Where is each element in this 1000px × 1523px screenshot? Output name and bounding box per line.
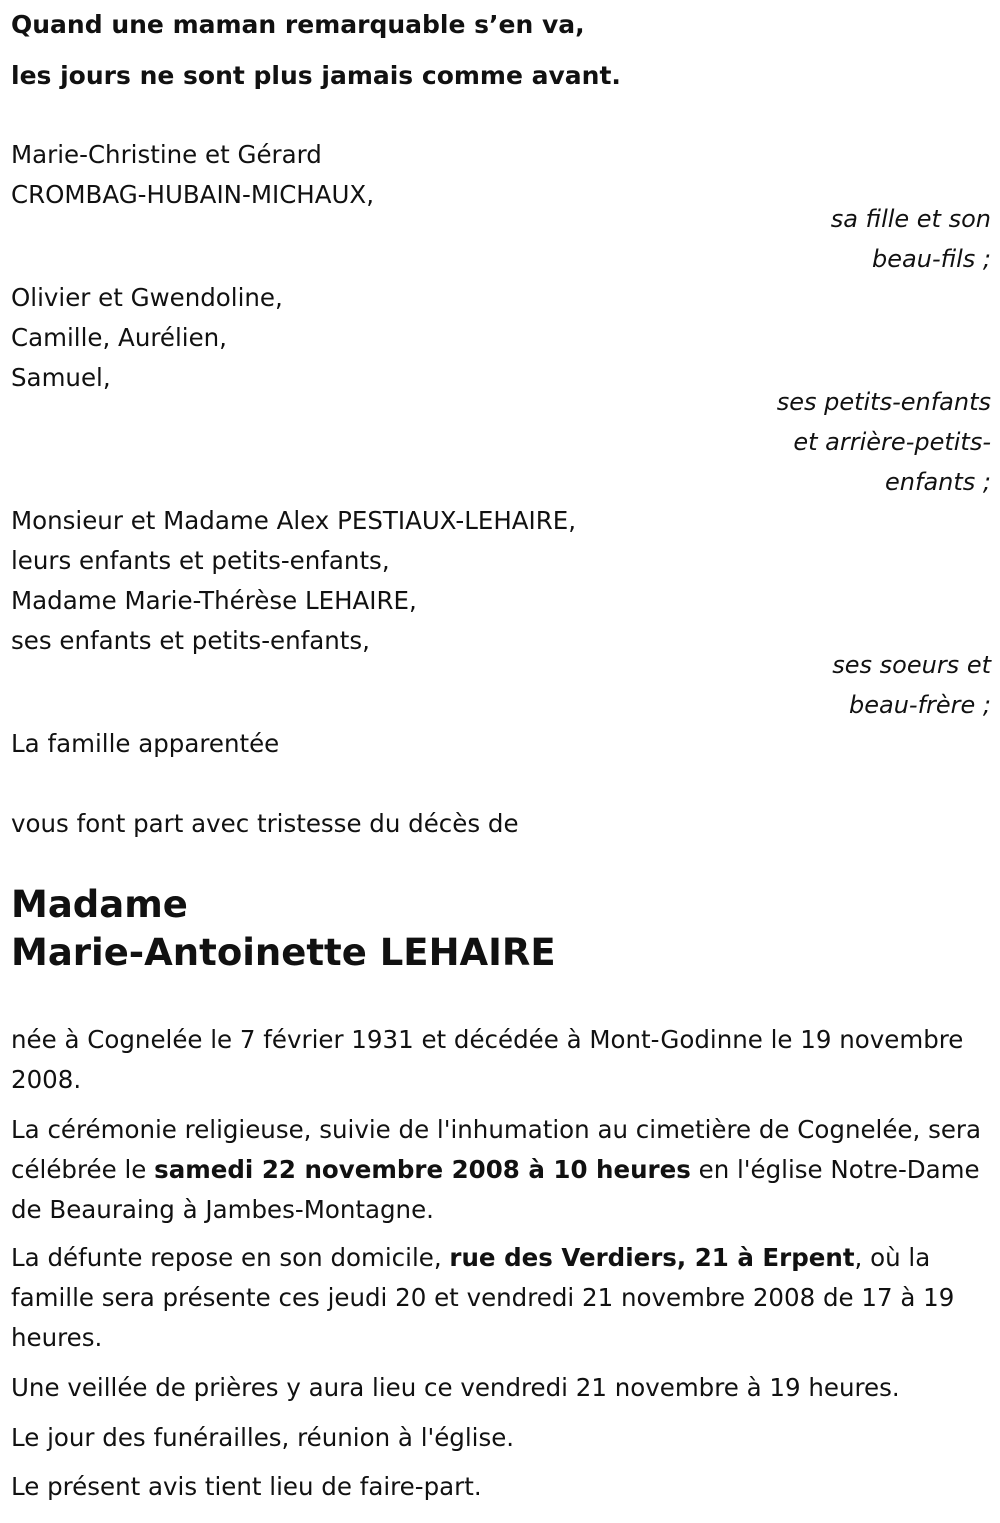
visitation-paragraph bbox=[11, 1238, 996, 1358]
visitation-hours: , où la famille sera présente ces jeudi 20 et vendredi 21 novembre 2008 de 17 à 19 heures. bbox=[11, 1243, 955, 1352]
relation-text: beau-frère ; bbox=[848, 691, 991, 719]
family-name-line: leurs enfants et petits-enfants, bbox=[11, 546, 390, 575]
notice-paragraph: Le présent avis tient lieu de faire-part. bbox=[11, 1472, 482, 1501]
relation-text: enfants ; bbox=[885, 468, 991, 496]
family-name-line: Marie-Christine et Gérard bbox=[11, 140, 322, 169]
ceremony-paragraph bbox=[11, 1110, 996, 1230]
visitation-address: rue des Verdiers, 21 à Erpent bbox=[449, 1243, 855, 1272]
heading-line-1: Quand une maman remarquable s’en va, bbox=[11, 10, 585, 39]
family-name-line: Olivier et Gwendoline, bbox=[11, 283, 283, 312]
vigil-paragraph: Une veillée de prières y aura lieu ce vendredi 21 novembre à 19 heures. bbox=[11, 1373, 900, 1402]
heading-line-2: les jours ne sont plus jamais comme avant. bbox=[11, 61, 621, 90]
family-name-line: Monsieur et Madame Alex PESTIAUX-LEHAIRE, bbox=[11, 506, 577, 535]
relation-text: ses petits-enfants bbox=[776, 388, 991, 416]
extended-family: La famille apparentée bbox=[11, 729, 280, 758]
birth-death-paragraph: née à Cognelée le 7 février 1931 et décédée à Mont-Godinne le 19 novembre 2008. bbox=[11, 1025, 964, 1094]
family-name-line: ses enfants et petits-enfants, bbox=[11, 626, 370, 655]
family-name-line: Camille, Aurélien, bbox=[11, 323, 227, 352]
funeral-day-paragraph: Le jour des funérailles, réunion à l'église. bbox=[11, 1423, 515, 1452]
visitation-text: La défunte repose en son domicile, bbox=[11, 1243, 450, 1272]
family-name-line: Madame Marie-Thérèse LEHAIRE, bbox=[11, 586, 417, 615]
family-name-line: CROMBAG-HUBAIN-MICHAUX, bbox=[11, 180, 374, 209]
ceremony-text: La cérémonie religieuse, suivie de l'inhumation au cimetière de Cognelée, sera célébrée le bbox=[11, 1115, 981, 1184]
relation-text: et arrière-petits- bbox=[793, 428, 991, 456]
ceremony-location: en l'église Notre-Dame de Beauraing à Jambes-Montagne. bbox=[11, 1155, 980, 1224]
relation-text: beau-fils ; bbox=[872, 245, 991, 273]
deceased-name: Marie-Antoinette LEHAIRE bbox=[11, 931, 556, 974]
announcement-text: vous font part avec tristesse du décès de bbox=[11, 809, 519, 838]
deceased-title: Madame bbox=[11, 883, 188, 926]
relation-text: ses soeurs et bbox=[832, 651, 991, 679]
ceremony-date: samedi 22 novembre 2008 à 10 heures bbox=[154, 1155, 691, 1184]
family-name-line: Samuel, bbox=[11, 363, 111, 392]
relation-text: sa fille et son bbox=[830, 205, 991, 233]
